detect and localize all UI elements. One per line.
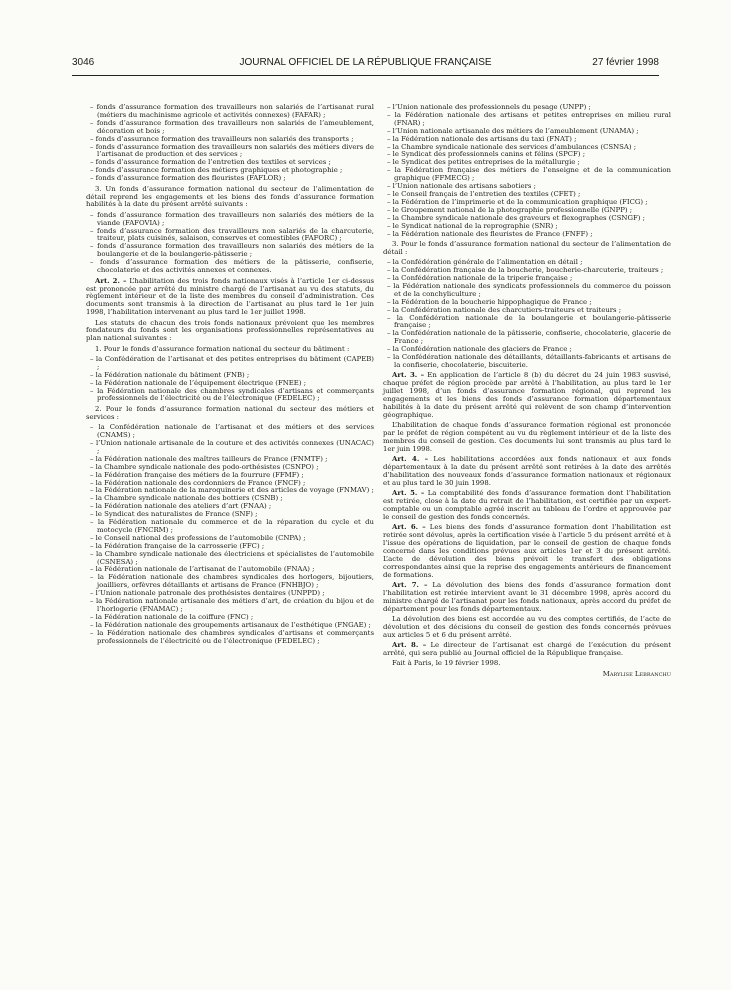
article-6 — [383, 524, 671, 579]
fonds-list-2 — [86, 212, 374, 275]
list-item: – la Fédération nationale de la coiffure (FNC) ; — [86, 614, 374, 622]
list-item: – la Fédération nationale du commerce et de la réparation du cycle et du motocycle (FNCRM) ; — [86, 519, 374, 535]
list-item: – fonds d’assurance formation des travailleurs non salariés de l’artisanat rural (métiers du machinisme agricole et activités connexes) (FAFAR) ; — [86, 104, 374, 120]
article-5-text: La comptabilité des fonds d’assurance formation dont l’habilitation est retirée, close à la date du retrait de l’habilitation, est certifiée par un expert-comptable ou un comptable agréé inscrit au tableau de l’ordre et approuvée par le conseil de gestion des fonds concernés. — [383, 489, 671, 522]
list-item: – la Confédération nationale des charcutiers-traiteurs et traiteurs ; — [383, 307, 671, 315]
issue-date: 27 février 1998 — [592, 57, 659, 68]
list-item: – la Fédération nationale des chambres syndicales des horlogers, bijoutiers, joailliers, orfèvres détaillants et artisans de France (FNHBJO) ; — [86, 574, 374, 590]
list-item: – la Fédération nationale des artisans et petites entreprises en milieu rural (FNAR) ; — [383, 112, 671, 128]
list-item: – l’Union nationale artisanale de la couture et des activités connexes (UNACAC) ; — [86, 440, 374, 456]
list-item: – fonds d’assurance formation des fleuristes (FAFLOR) ; — [86, 175, 374, 183]
list-item: – la Fédération française des métiers de la fourrure (FFMF) ; — [86, 472, 374, 480]
list-item: – fonds d’assurance formation des travailleurs non salariés des transports ; — [86, 136, 374, 144]
right-column — [383, 104, 671, 679]
done-at: Fait à Paris, le 19 février 1998. — [392, 659, 501, 668]
article-7-text: La dévolution des biens des fonds d’assurance formation dont l’habilitation est retirée intervient avant le 31 décembre 1998, après accord du ministre chargé de l’artisanat pour les fonds nationaux, après accord du préfet de département pour les fonds départementaux. — [383, 581, 671, 613]
batiment-intro: 1. Pour le fonds d’assurance formation national du secteur du bâtiment : — [95, 344, 350, 353]
list-item: – fonds d’assurance formation des travailleurs non salariés des métiers de la boulangerie et de la boulangerie-pâtisserie ; — [86, 243, 374, 259]
list-item: – fonds d’assurance formation des travailleurs non salariés de l’ameublement, décoration et bois ; — [86, 120, 374, 136]
list-item: – fonds d’assurance formation des métiers de la pâtisserie, confiserie, chocolaterie et des activités annexes et connexes. — [86, 259, 374, 275]
list-item: – la Chambre syndicale nationale des bottiers (CSNB) ; — [86, 495, 374, 503]
list-item: – l’Union nationale artisanale des métiers de l’ameublement (UNAMA) ; — [383, 128, 671, 136]
statuts-paragraph: Les statuts de chacun des trois fonds nationaux prévoient que les membres fondateurs du fonds sont les organisations professionnelles représentatives au plan national suivantes : — [86, 318, 374, 343]
list-item: – la Fédération nationale des chambres syndicales d’artisans et commerçants professionnels de l’électricité ou de l’électronique (FEDELEC) ; — [86, 388, 374, 404]
list-item: – la Fédération nationale des groupements artisanaux de l’esthétique (FNGAE) ; — [86, 622, 374, 630]
signature: Marylise Lebranchu — [602, 670, 671, 679]
list-item: – fonds d’assurance formation des travailleurs non salariés des métiers divers de l’artisanat de production et des services ; — [86, 144, 374, 160]
list-item: – la Confédération nationale des glaciers de France ; — [383, 346, 671, 354]
journal-title: JOURNAL OFFICIEL DE LA RÉPUBLIQUE FRANÇAISE — [239, 57, 492, 68]
article-2-label: Art. 2. – — [95, 276, 127, 285]
list-item: – la Fédération nationale artisanale des métiers d’art, de création du bijou et de l’horlogerie (FNAMAC) ; — [86, 598, 374, 614]
alimentation-intro: 3. Pour le fonds d’assurance formation national du secteur de l’alimentation de détail : — [383, 240, 671, 256]
article-7 — [383, 582, 671, 614]
list-item: – la Fédération nationale du bâtiment (FNB) ; — [86, 372, 374, 380]
article-4-text: Les habilitations accordées aux fonds nationaux et aux fonds départementaux à la date du présent arrêté sont retirées à la date des arrêtés d’habilitation des nouveaux fonds d’assurance formation nationaux et régionaux et au plus tard le 30 juin 1998. — [383, 455, 671, 488]
list-item: – fonds d’assurance formation des travailleurs non salariés de la charcuterie, traiteur, plats cuisinés, salaison, conserves et comestibles (FAFORC) ; — [86, 228, 374, 244]
list-item: – la Fédération nationale des syndicats professionnels du commerce du poisson et de la conchyliculture ; — [383, 283, 671, 299]
list-item: – la Confédération de l’artisanat et des petites entreprises du bâtiment (CAPEB) ; — [86, 356, 374, 372]
fonds-list-1 — [86, 104, 374, 183]
list-item: – la Chambre syndicale nationale des graveurs et flexographes (CSNGF) ; — [383, 215, 671, 223]
list-item: – la Fédération nationale de la maroquinerie et des articles de voyage (FNMAV) ; — [86, 487, 374, 495]
list-item: – la Chambre syndicale nationale des services d’ambulances (CSNSA) ; — [383, 144, 671, 152]
article-4-label: Art. 4. – — [392, 455, 429, 464]
list-item: – la Fédération nationale de l’équipement électrique (FNEE) ; — [86, 380, 374, 388]
list-item: – la Fédération française des métiers de l’enseigne et de la communication graphique (FFMECG) ; — [383, 167, 671, 183]
article-6-label: Art. 6. – — [392, 523, 426, 532]
page-number: 3046 — [72, 57, 95, 68]
article-3 — [383, 372, 671, 419]
article-3-text: En application de l’article 8 (b) du décret du 24 juin 1983 susvisé, chaque préfet de région procède par arrêté à l’habilitation, au plus tard le 1er juillet 1998, d’un fonds d’assurance formation régional, qui reprend les engagements et les biens des fonds d’assurance formation départementaux habilités à la date du présent arrêté qui relèvent de son champ d’intervention géographique. — [383, 371, 671, 420]
article-2-text: L’habilitation des trois fonds nationaux visés à l’article 1er ci-dessus est prononcée par arrêté du ministre chargé de l’artisanat au vu des statuts, du règlement intérieur et de la liste des membres du conseil d’administration. Ces documents sont transmis à la direction de l’artisanat au plus tard le 1er juin 1998, l’habilitation intervenant au plus tard le 1er juillet 1998. — [86, 276, 375, 317]
article-3-paragraph-2: L’habilitation de chaque fonds d’assurance formation régional est prononcée par le préfet de région compétent au vu du règlement intérieur et de la liste des membres du conseil de gestion. Ces documents lui sont transmis au plus tard le 1er juin 1998. — [383, 421, 671, 454]
article-7-paragraph-2: La dévolution des biens est accordée au vu des comptes certifiés, de l’acte de dévolution et des décisions du conseil de gestion des fonds concernés prévues aux articles 5 et 6 du présent arrêté. — [383, 615, 671, 639]
list-item: – la Confédération générale de l’alimentation en détail ; — [383, 259, 671, 267]
list-item: – la Fédération de l’imprimerie et de la communication graphique (FICG) ; — [383, 199, 671, 207]
list-item: – la Confédération nationale de la boulangerie et boulangerie-pâtisserie française ; — [383, 315, 671, 331]
left-column — [86, 104, 374, 648]
list-item: – la Confédération nationale des détaillants, détaillants-fabricants et artisans de la confiserie, chocolaterie, biscuiterie. — [383, 354, 671, 370]
list-item: – la Chambre syndicale nationale des électriciens et spécialistes de l’automobile (CSNESA) ; — [86, 551, 374, 567]
paragraph-3: 3. Un fonds d’assurance formation national du secteur de l’alimentation de détail reprend les engagements et les biens des fonds d’assurance formation habilités à la date du présent arrêté suivants : — [86, 184, 374, 209]
alimentation-members-list — [383, 259, 671, 370]
article-5-label: Art. 5. – — [392, 489, 425, 498]
article-2 — [86, 278, 374, 318]
list-item: – la Fédération de la boucherie hippophagique de France ; — [383, 299, 671, 307]
article-8-text: Le directeur de l’artisanat est chargé de l’exécution du présent arrêté, qui sera publié au Journal officiel de la République française. — [383, 641, 671, 658]
list-item: – la Fédération nationale des artisans du taxi (FNAT) ; — [383, 136, 671, 144]
header-rule — [72, 75, 659, 76]
list-item: – la Fédération nationale des chambres syndicales d’artisans et commerçants professionnels de l’électricité ou de l’électronique (FEDELEC) ; — [86, 630, 374, 646]
article-4 — [383, 456, 671, 488]
list-item: – la Fédération française de la carrosserie (FFC) ; — [86, 543, 374, 551]
list-item: – la Fédération nationale de l’artisanat de l’automobile (FNAA) ; — [86, 566, 374, 574]
list-item: – le Syndicat des petites entreprises de la métallurgie ; — [383, 159, 671, 167]
article-5 — [383, 490, 671, 522]
list-item: – l’Union nationale des artisans sabotiers ; — [383, 183, 671, 191]
list-item: – le Syndicat national de la reprographie (SNR) ; — [383, 223, 671, 231]
list-item: – la Fédération nationale des ateliers d’art (FNAA) ; — [86, 503, 374, 511]
page-header — [72, 57, 659, 73]
batiment-members-list — [86, 356, 374, 403]
article-8 — [383, 642, 671, 658]
list-item: – fonds d’assurance formation des métiers graphiques et photographie ; — [86, 167, 374, 175]
list-item: – le Syndicat des naturalistes de France (SNF) ; — [86, 511, 374, 519]
list-item: – fonds d’assurance formation de l’entretien des textiles et services ; — [86, 159, 374, 167]
list-item: – l’Union nationale des professionnels du pesage (UNPP) ; — [383, 104, 671, 112]
article-6-text: Les biens des fonds d’assurance formation dont l’habilitation est retirée sont dévolus, après la certification visée à l’article 5 du présent arrêté et à l’issue des opérations de liquidation, par le conseil de gestion de chaque fonds concerné dans les conditions prévues aux articles 1er et 3 du présent arrêté. L’acte de dévolution des biens prévoit le transfert des obligations correspondantes ainsi que la reprise des engagements antérieurs de financement de formations. — [383, 523, 671, 579]
metiers-members-list-cont — [383, 104, 671, 238]
list-item: – la Confédération française de la boucherie, boucherie-charcuterie, traiteurs ; — [383, 267, 671, 275]
list-item: – l’Union nationale patronale des prothésistes dentaires (UNPPD) ; — [86, 590, 374, 598]
list-item: – le Groupement national de la photographie professionnelle (GNPP) ; — [383, 207, 671, 215]
list-item: – le Syndicat des professionnels canins et félins (SPCF) ; — [383, 151, 671, 159]
list-item: – la Confédération nationale de la triperie française ; — [383, 275, 671, 283]
list-item: – le Conseil national des professions de l’automobile (CNPA) ; — [86, 535, 374, 543]
article-7-label: Art. 7. – — [392, 581, 428, 590]
list-item: – la Fédération nationale des cordonniers de France (FNCF) ; — [86, 480, 374, 488]
metiers-intro: 2. Pour le fonds d’assurance formation national du secteur des métiers et services : — [86, 404, 374, 421]
metiers-members-list — [86, 424, 374, 645]
list-item: – la Fédération nationale des fleuristes de France (FNFF) ; — [383, 231, 671, 239]
list-item: – le Conseil français de l’entretien des textiles (CFET) ; — [383, 191, 671, 199]
article-3-label: Art. 3. – — [392, 371, 425, 380]
list-item: – fonds d’assurance formation des travailleurs non salariés des métiers de la viande (FAFOVIA) ; — [86, 212, 374, 228]
list-item: – la Chambre syndicale nationale des podo-orthésistes (CSNPO) ; — [86, 464, 374, 472]
list-item: – la Confédération nationale de la pâtisserie, confiserie, chocolaterie, glacerie de France ; — [383, 330, 671, 346]
list-item: – la Fédération nationale des maîtres tailleurs de France (FNMTF) ; — [86, 456, 374, 464]
article-8-label: Art. 8. – — [392, 641, 427, 650]
list-item: – la Confédération nationale de l’artisanat et des métiers et des services (CNAMS) ; — [86, 424, 374, 440]
